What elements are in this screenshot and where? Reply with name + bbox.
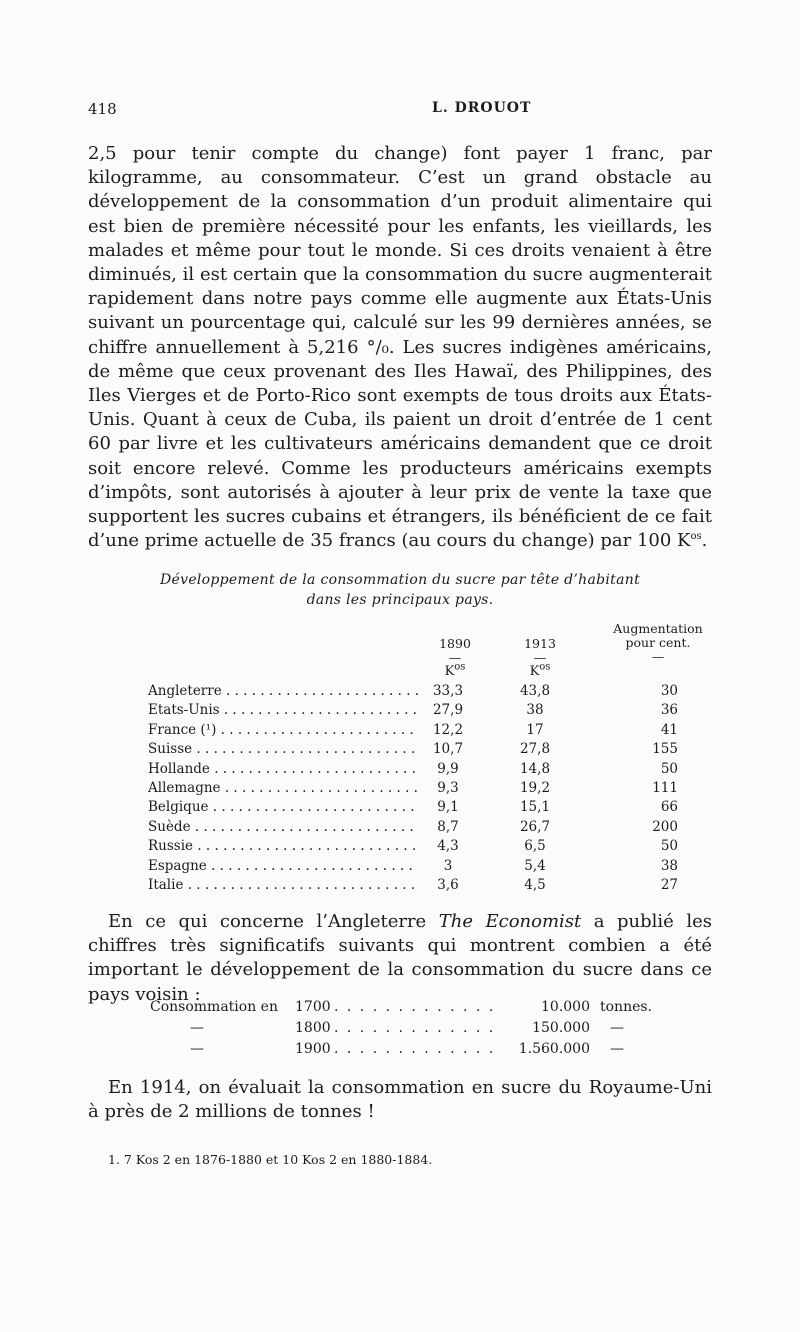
value-1890: 9,1 — [418, 798, 478, 817]
col-header-pct-line-1: Augmentation — [613, 621, 703, 636]
value-pct: 66 — [660, 799, 678, 816]
value-pct: 155 — [652, 741, 678, 758]
value-1913: 26,7 — [519, 818, 551, 835]
table-row — [148, 682, 708, 701]
country-name: Etats-Unis . . . — [148, 701, 418, 720]
leader-dots — [334, 1018, 494, 1039]
country-name: Italie . . . — [148, 876, 418, 895]
table-row — [148, 760, 708, 779]
country-name: Hollande . . . — [148, 760, 418, 779]
value-1913: 43,8 — [519, 683, 551, 699]
leader-dots — [334, 1039, 494, 1060]
table-row — [148, 779, 708, 798]
cons-year: 1900 — [295, 1041, 331, 1057]
col-1913-unit-sup: os — [539, 661, 551, 673]
table-row — [148, 721, 708, 740]
cons-year: 1800 — [295, 1020, 331, 1036]
cons-label: — — [190, 1020, 204, 1036]
page-number: 418 — [88, 100, 117, 118]
list-item — [150, 1039, 710, 1060]
value-pct: 27 — [660, 876, 678, 893]
value-1890: 9,3 — [418, 779, 478, 798]
value-1913: 15,1 — [519, 799, 551, 816]
table-row — [148, 837, 708, 856]
paragraph-2-text-a: En ce qui concerne l’Angleterre — [108, 911, 439, 932]
cons-unit: — — [610, 1041, 624, 1057]
col-header-pct — [608, 622, 708, 664]
col-header-1913: 1913 — [524, 636, 556, 651]
cons-value: 150.000 — [532, 1020, 590, 1036]
country-name: Suède . . . — [148, 818, 418, 837]
value-1890: 10,7 — [418, 740, 478, 759]
value-pct: 38 — [660, 857, 678, 874]
cons-year: 1700 — [295, 999, 331, 1015]
list-item — [150, 1018, 710, 1039]
uk-consumption-list — [150, 997, 710, 1060]
running-head: L. DROUOT — [432, 100, 532, 116]
value-1890: 3,6 — [418, 876, 478, 895]
value-1913: 6,5 — [524, 838, 546, 855]
paragraph-1-sup: os — [690, 531, 702, 543]
col-1913-dash: — — [533, 650, 547, 665]
country-name: Belgique . . . — [148, 798, 418, 817]
table-row — [148, 701, 708, 720]
value-pct: 30 — [660, 683, 678, 699]
value-pct: 200 — [652, 818, 678, 835]
table-row — [148, 740, 708, 759]
paragraph-2 — [88, 910, 712, 1007]
paragraph-3: En 1914, on évaluait la consommation en sucre du Royaume-Uni à près de 2 millions de tonnes ! — [88, 1077, 712, 1123]
country-name: Russie . . . — [148, 837, 418, 856]
table-row — [148, 798, 708, 817]
table-row — [148, 857, 708, 876]
col-header-pct-dash: — — [651, 649, 665, 664]
value-pct: 50 — [660, 760, 678, 777]
value-1890: 27,9 — [418, 701, 478, 720]
cons-value: 1.560.000 — [518, 1041, 590, 1057]
country-name: Espagne . . . — [148, 857, 418, 876]
value-pct: 50 — [660, 838, 678, 855]
list-item — [150, 997, 710, 1018]
table-row — [148, 876, 708, 895]
table-caption-line-1: Développement de la consommation du sucre par tête d’habitant — [160, 572, 640, 588]
footnote: 1. 7 Kos 2 en 1876-1880 et 10 Kos 2 en 1880-1884. — [108, 1152, 433, 1167]
table-caption — [88, 570, 712, 610]
country-name: Angleterre . . . — [148, 682, 418, 701]
value-1890: 4,3 — [418, 837, 478, 856]
value-pct: 41 — [660, 721, 678, 738]
value-1890: 33,3 — [418, 682, 478, 701]
country-name: France (¹) . . . — [148, 721, 418, 740]
leader-dots — [334, 997, 494, 1018]
value-1913: 17 — [526, 721, 544, 738]
value-1913: 5,4 — [524, 857, 546, 874]
col-1890-dash: — — [448, 650, 462, 665]
cons-label: Consommation en — [150, 999, 278, 1015]
value-pct: 36 — [660, 702, 678, 719]
publication-title: The Economist — [438, 911, 582, 932]
col-1913-unit-prefix: K — [529, 664, 540, 679]
col-1890-unit-sup: os — [454, 661, 466, 673]
cons-unit: tonnes. — [600, 999, 653, 1015]
table-caption-line-2: dans les principaux pays. — [306, 592, 494, 608]
cons-label: — — [190, 1041, 204, 1057]
value-pct: 111 — [652, 779, 678, 796]
value-1913: 27,8 — [519, 741, 551, 758]
cons-unit: — — [610, 1020, 624, 1036]
col-1913-unit — [510, 661, 570, 679]
paragraph-1-text: 2,5 pour tenir compte du change) font payer 1 franc, par kilogramme, au consommateur. C’est un grand obstacle au développement de la consommation d’un produit alimentaire qui est bien de première nécessité pour les enfants, les vieillards, les malades et même pour tout le monde. Si ces droits venaient à être diminués, il est certain que la consommation du sucre augmenterait rapidement dans notre pays comme elle augmente aux États-Unis suivant un pourcentage qui, calculé sur les 99 dernières années, se chiffre annuellement à 5,216 °/₀. Les sucres indigènes américains, de même que ceux provenant des Iles Hawaï, des Philippines, des Iles Vierges et de Porto-Rico sont exempts de tous droits aux États-Unis. Quant à ceux de Cuba, ils paient un droit d’entrée de 1 cent 60 par livre et les cultivateurs américains demandent que ce droit soit encore relevé. Comme les producteurs américains exempts d’impôts, sont autorisés à ajouter à leur prix de vente la taxe que supportent les sucres cubains et étrangers, ils bénéficient de ce fait d’une prime actuelle de 35 francs (au cours du change) par 100 K — [88, 143, 712, 552]
paragraph-2-text-b: a publié les chiffres très significatifs suivants qui montrent combien a été important le développement de la consommation du sucre dans ce pays voisin : — [88, 911, 712, 1005]
paragraph-1 — [88, 142, 712, 553]
cons-value: 10.000 — [541, 999, 590, 1015]
country-name: Allemagne . . . — [148, 779, 418, 798]
col-header-pct-line-2: pour cent. — [625, 635, 691, 650]
value-1913: 19,2 — [519, 779, 551, 796]
value-1913: 4,5 — [524, 876, 546, 893]
value-1890: 12,2 — [418, 721, 478, 740]
value-1890: 9,9 — [418, 760, 478, 779]
page-header — [88, 100, 708, 124]
value-1913: 38 — [526, 702, 544, 719]
value-1913: 14,8 — [519, 760, 551, 777]
col-1890-unit-prefix: K — [444, 664, 455, 679]
col-1890-unit — [425, 661, 485, 679]
table-row — [148, 818, 708, 837]
consumption-table — [148, 682, 708, 895]
country-name: Suisse . . . — [148, 740, 418, 759]
value-1890: 3 — [418, 857, 478, 876]
col-header-1890: 1890 — [439, 636, 471, 651]
paragraph-1-end: . — [701, 530, 708, 552]
value-1890: 8,7 — [418, 818, 478, 837]
